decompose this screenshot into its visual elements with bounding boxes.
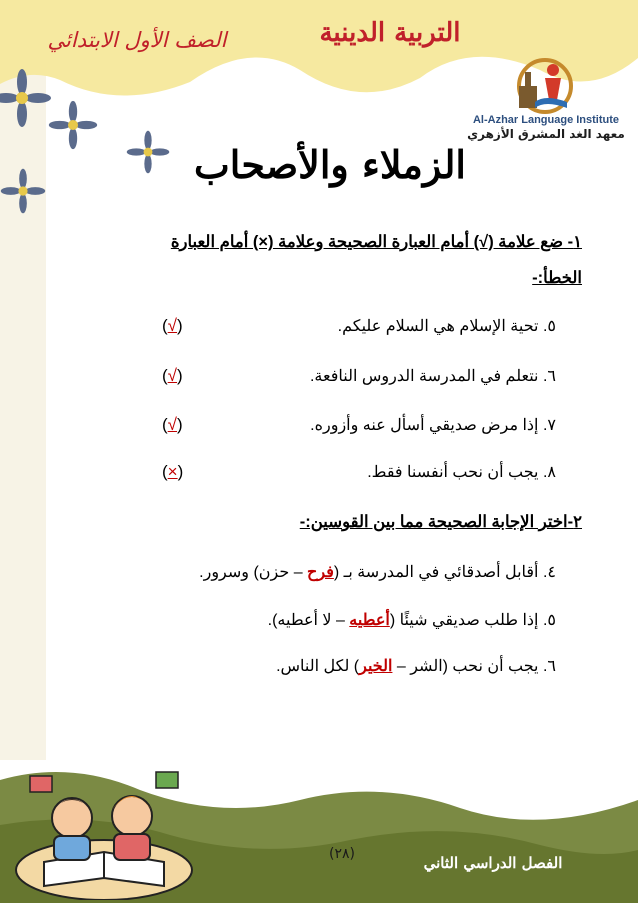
item-text: نتعلم في المدرسة الدروس النافعة. [309,368,539,385]
list-item: ٥. إذا طلب صديقي شيئًا (أعطيه – لا أعطيه). [267,612,556,629]
lesson-title: الزملاء والأصحاب [194,142,466,187]
logo-english-name: Al-Azhar Language Institute [472,114,620,126]
list-item: ٤. أقابل أصدقائي في المدرسة بـ (فرح – حزن) وسرور. [199,564,556,581]
list-item: ٦. يجب أن نحب (الشر – الخير) لكل الناس. [276,658,556,675]
grade-title: الصف الأول الابتدائي [47,28,227,52]
list-item: ٥. تحية الإسلام هي السلام عليكم. [337,318,556,335]
item-text: يجب أن نحب أنفسنا فقط. [367,464,539,481]
correct-answer: الخير [359,658,393,675]
subject-title: التربية الدينية [319,18,461,48]
correct-answer: أعطيه [349,612,390,629]
flower-icon [0,168,46,214]
answer-mark: (√) [162,415,183,434]
flower-icon [0,68,52,128]
item-number: ٧ [547,417,556,434]
answer-mark: (×) [162,462,184,481]
question1-heading-cont: الخطأ:- [532,269,582,287]
institute-logo-icon [505,56,585,114]
page-number: (٢٨) [329,846,355,862]
answer-mark: (√) [162,316,183,335]
list-item: ٧. إذا مرض صديقي أسأل عنه وأزوره. [310,417,556,434]
item-text: إذا مرض صديقي أسأل عنه وأزوره. [310,417,539,434]
flower-icon [126,130,170,174]
item-number: ٦ [547,368,556,385]
list-item: ٦. نتعلم في المدرسة الدروس النافعة. [309,368,556,385]
children-reading-illustration [14,760,194,900]
term-label: الفصل الدراسي الثاني [423,854,563,872]
question1-heading: ١- ضع علامة (√) أمام العبارة الصحيحة وعلامة (×) أمام العبارة [170,233,582,251]
question2-heading: ٢-اختر الإجابة الصحيحة مما بين القوسين:- [299,513,582,531]
list-item: ٨. يجب أن نحب أنفسنا فقط. [367,464,556,481]
item-number: ٨ [547,464,556,481]
answer-mark: (√) [162,366,183,385]
item-number: ٥ [547,318,556,335]
correct-answer: فرح [307,564,334,581]
item-text: تحية الإسلام هي السلام عليكم. [337,318,539,335]
flower-icon [48,100,98,150]
logo-arabic-name: معهد الغد المشرق الأزهري [467,127,625,141]
